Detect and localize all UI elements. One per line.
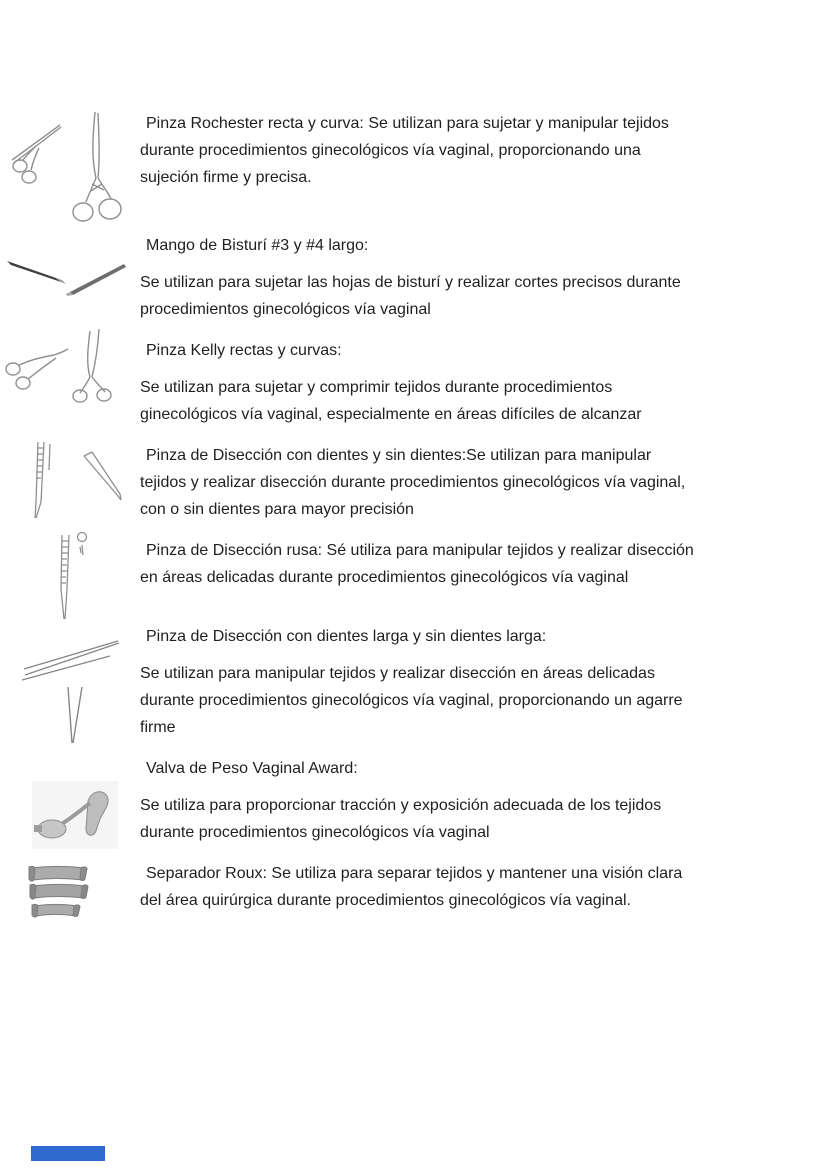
item-description: Se utiliza para proporcionar tracción y exposición adecuada de los tejidos durante procedimientos ginecológicos vía vaginal bbox=[140, 797, 662, 841]
figure-cell bbox=[0, 442, 140, 522]
list-item bbox=[0, 860, 828, 928]
dissection-forceps-image bbox=[26, 440, 126, 522]
item-description: Se utilizan para manipular tejidos y realizar disección en áreas delicadas durante procedimientos ginecológicos vía vaginal, proporcionando un agarre firme bbox=[140, 665, 683, 736]
russian-forceps-image bbox=[52, 529, 96, 623]
weighted-speculum-image bbox=[32, 781, 118, 849]
item-description: Se utilizan para sujetar las hojas de bisturí y realizar cortes precisos durante procedimientos ginecológicos vía vaginal bbox=[140, 274, 681, 318]
item-description: Pinza de Disección con dientes y sin dientes:Se utilizan para manipular tejidos y realizar disección durante procedimientos ginecológicos vía vaginal, con o sin dientes para mayor precisión bbox=[140, 447, 686, 518]
item-content bbox=[140, 232, 698, 337]
item-title: Valva de Peso Vaginal Award: bbox=[146, 760, 358, 777]
list-item bbox=[0, 337, 828, 442]
document-content bbox=[0, 110, 828, 928]
list-item bbox=[0, 537, 828, 623]
item-description: Pinza Rochester recta y curva: Se utilizan para sujetar y manipular tejidos durante procedimientos ginecológicos vía vaginal, proporcionando una sujeción firme y precisa. bbox=[140, 115, 669, 186]
figure-cell bbox=[0, 623, 140, 749]
long-dissection-forceps-image bbox=[20, 633, 124, 749]
figure-cell bbox=[0, 537, 140, 623]
list-item bbox=[0, 232, 828, 337]
kelly-forceps-image bbox=[2, 327, 128, 403]
figure-cell bbox=[0, 337, 140, 403]
list-item bbox=[0, 623, 828, 755]
scalpel-handles-image bbox=[4, 254, 130, 296]
rochester-forceps-image bbox=[6, 104, 132, 232]
item-content bbox=[140, 442, 698, 537]
roux-retractor-image bbox=[26, 864, 92, 922]
list-item bbox=[0, 755, 828, 860]
blue-accent-bar bbox=[31, 1146, 105, 1161]
list-item bbox=[0, 442, 828, 537]
item-content bbox=[140, 337, 698, 442]
item-description: Pinza de Disección rusa: Sé utiliza para manipular tejidos y realizar disección en áreas delicadas durante procedimientos ginecológicos vía vaginal bbox=[140, 542, 694, 586]
item-title: Mango de Bisturí #3 y #4 largo: bbox=[146, 237, 369, 254]
item-description: Se utilizan para sujetar y comprimir tejidos durante procedimientos ginecológicos vía vaginal, especialmente en áreas difíciles de alcanzar bbox=[140, 379, 642, 423]
item-description: Separador Roux: Se utiliza para separar tejidos y mantener una visión clara del área quirúrgica durante procedimientos ginecológicos vía vaginal. bbox=[140, 865, 683, 909]
item-content bbox=[140, 623, 698, 755]
item-title: Pinza Kelly rectas y curvas: bbox=[146, 342, 342, 359]
figure-cell bbox=[0, 755, 140, 849]
list-item bbox=[0, 110, 828, 232]
item-title: Pinza de Disección con dientes larga y sin dientes larga: bbox=[146, 628, 547, 645]
figure-cell bbox=[0, 110, 140, 232]
item-content bbox=[140, 755, 698, 860]
figure-cell bbox=[0, 860, 140, 922]
figure-cell bbox=[0, 232, 140, 296]
item-content bbox=[140, 110, 698, 205]
item-content bbox=[140, 860, 698, 928]
item-content bbox=[140, 537, 698, 605]
